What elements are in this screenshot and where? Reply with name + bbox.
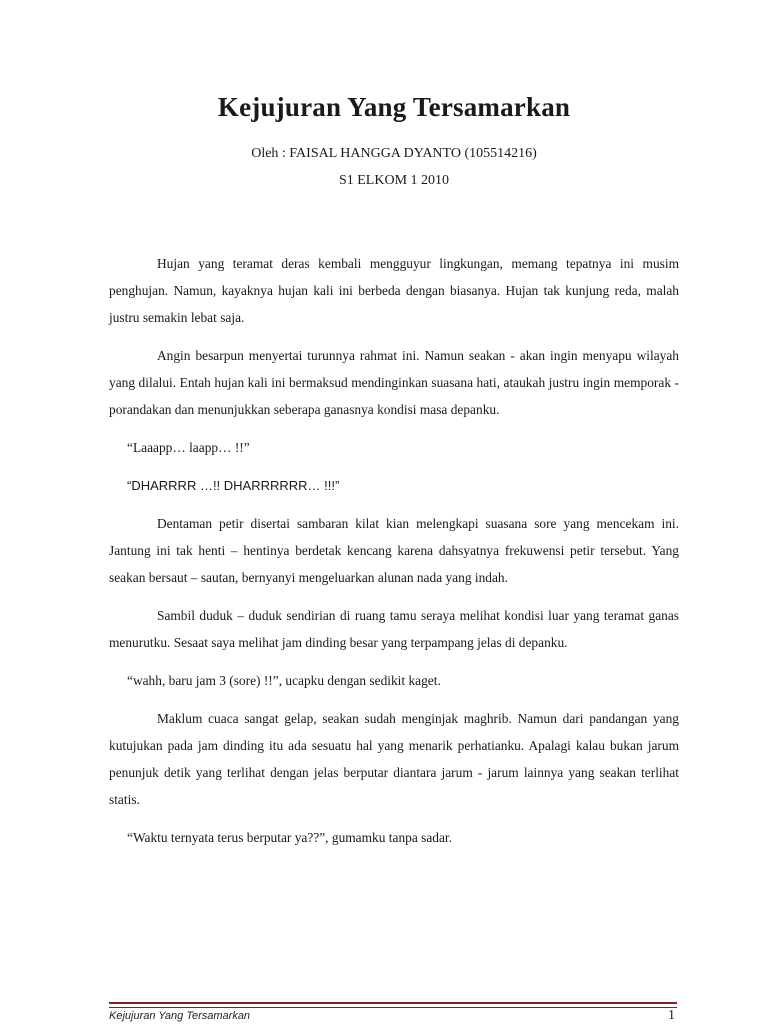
paragraph-4: Sambil duduk – duduk sendirian di ruang tamu seraya melihat kondisi luar yang teramat ganas menurutku. Sesaat saya melihat jam dinding besar yang terpampang jelas di depanku. [109,608,679,650]
footer-rule-thin [109,1007,677,1008]
paragraph-5: Maklum cuaca sangat gelap, seakan sudah menginjak maghrib. Namun dari pandangan yang kutujukan pada jam dinding itu ada sesuatu hal yang menarik perhatianku. Apalagi kalau bukan jarum penunjuk detik yang terlihat dengan jelas berputar diantara jarum - jarum lainnya yang seakan terlihat statis. [109,711,679,807]
class-line: S1 ELKOM 1 2010 [338,173,450,188]
quote-4: “Waktu ternyata terus berputar ya??”, gumamku tanpa sadar. [127,830,452,845]
footer-rule [109,1002,677,1004]
page-number: 1 [668,1008,675,1023]
paragraph-1: Hujan yang teramat deras kembali mengguyur lingkungan, memang tepatnya ini musim penghujan. Namun, kayaknya hujan kali ini berbeda dengan biasanya. Hujan tak kunjung reda, malah justru semakin lebat saja. [109,256,679,325]
document-title: Kejujuran Yang Tersamarkan [217,92,571,122]
paragraph-2: Angin besarpun menyertai turunnya rahmat ini. Namun seakan - akan ingin menyapu wilayah yang dilalui. Entah hujan kali ini bermaksud mendinginkan suasana hati, ataukah justru ingin memporak - porandakan dan menunjukkan seberapa ganasnya kondisi masa depanku. [109,348,679,417]
footer-running-title: Kejujuran Yang Tersamarkan [109,1010,251,1022]
quote-2: “DHARRRR …!! DHARRRRRR… !!!” [127,478,340,493]
quote-1: “Laaapp… laapp… !!” [127,440,250,455]
author-line: Oleh : FAISAL HANGGA DYANTO (105514216) [251,146,537,161]
quote-3: “wahh, baru jam 3 (sore) !!”, ucapku dengan sedikit kaget. [127,673,441,688]
story-body [109,250,679,862]
paragraph-3: Dentaman petir disertai sambaran kilat kian melengkapi suasana sore yang mencekam ini. Jantung ini tak henti – hentinya berdetak kencang karena dahsyatnya frekuwensi petir tersebut. Yang seakan bersaut – sautan, bernyanyi mengeluarkan alunan nada yang indah. [109,516,679,585]
